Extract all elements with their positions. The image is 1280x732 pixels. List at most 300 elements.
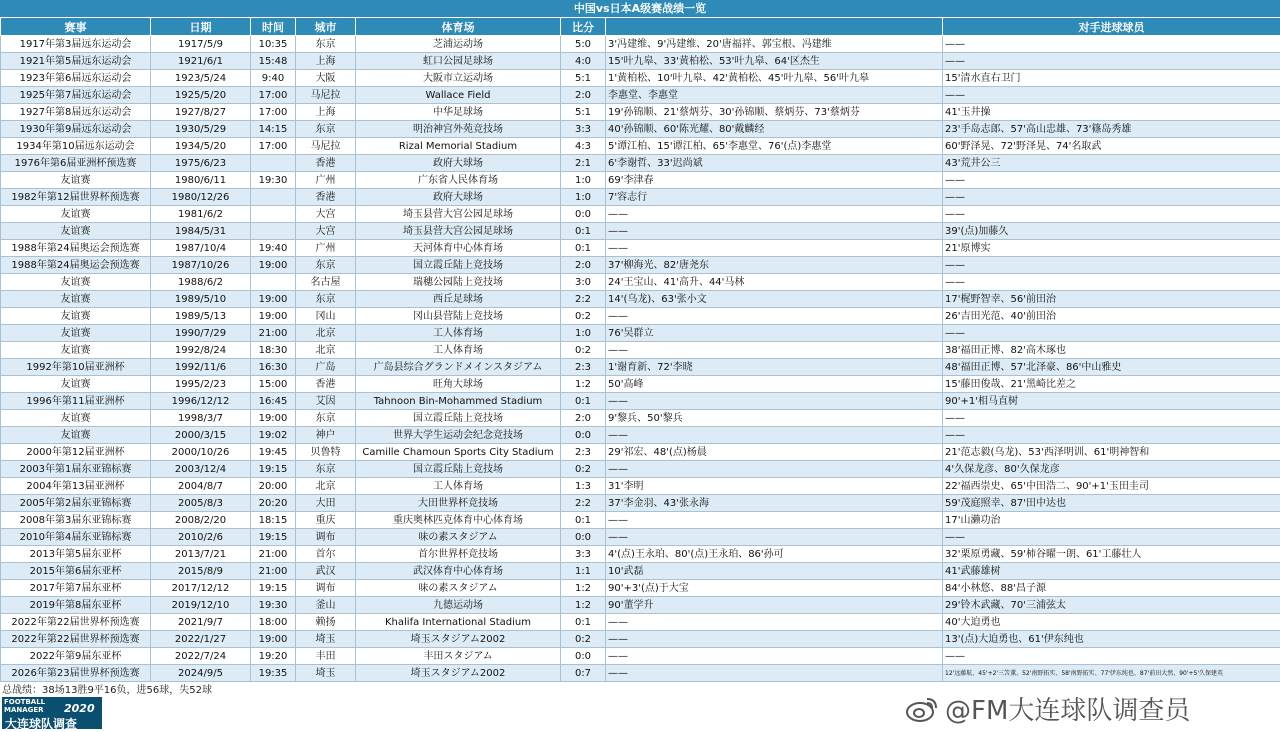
cell-stadium: 味の素スタジアム xyxy=(356,529,561,546)
cell-city: 东京 xyxy=(296,121,356,138)
cell-date: 1923/5/24 xyxy=(151,70,251,87)
cell-competition: 2008年第3届东亚锦标赛 xyxy=(1,512,151,529)
cell-score: 2:3 xyxy=(561,359,606,376)
cell-competition: 友谊赛 xyxy=(1,274,151,291)
cell-stadium: 大阪市立运动场 xyxy=(356,70,561,87)
cell-stadium: Wallace Field xyxy=(356,87,561,104)
col-header-city: 城市 xyxy=(296,18,356,36)
cell-time: 14:15 xyxy=(251,121,296,138)
cell-city: 东京 xyxy=(296,410,356,427)
cell-date: 1987/10/4 xyxy=(151,240,251,257)
table-row xyxy=(1,257,1280,274)
logo-year: 2020 xyxy=(64,702,95,715)
cell-city: 名古屋 xyxy=(296,274,356,291)
cell-score: 1:0 xyxy=(561,325,606,342)
cell-china-scorers: 31'李明 xyxy=(606,478,943,495)
table-row xyxy=(1,87,1280,104)
cell-china-scorers: —— xyxy=(606,308,943,325)
table-row xyxy=(1,359,1280,376)
cell-competition: 友谊赛 xyxy=(1,342,151,359)
table-row xyxy=(1,665,1280,682)
table-row xyxy=(1,325,1280,342)
cell-china-scorers: —— xyxy=(606,648,943,665)
cell-city: 埼玉 xyxy=(296,665,356,682)
cell-score: 0:0 xyxy=(561,529,606,546)
cell-time: 19:00 xyxy=(251,631,296,648)
cell-time: 18:15 xyxy=(251,512,296,529)
cell-opponent-scorers: —— xyxy=(943,87,1280,104)
cell-date: 1990/7/29 xyxy=(151,325,251,342)
cell-china-scorers: 76'吴群立 xyxy=(606,325,943,342)
cell-city: 赖扬 xyxy=(296,614,356,631)
cell-stadium: 旺角大球场 xyxy=(356,376,561,393)
cell-city: 广州 xyxy=(296,172,356,189)
cell-china-scorers: 4'(点)王永珀、80'(点)王永珀、86'孙可 xyxy=(606,546,943,563)
table-row xyxy=(1,121,1280,138)
cell-competition: 友谊赛 xyxy=(1,427,151,444)
cell-city: 埼玉 xyxy=(296,631,356,648)
cell-opponent-scorers: 32'栗原勇藏、59'柿谷曜一朗、61'工藤壮人 xyxy=(943,546,1280,563)
cell-competition: 1917年第3届远东运动会 xyxy=(1,36,151,53)
cell-china-scorers: 3'冯建维、9'冯建维、20'唐福祥、郭宝根、冯建维 xyxy=(606,36,943,53)
cell-score: 0:0 xyxy=(561,206,606,223)
cell-score: 1:0 xyxy=(561,172,606,189)
cell-stadium: 九德运动场 xyxy=(356,597,561,614)
cell-city: 首尔 xyxy=(296,546,356,563)
cell-opponent-scorers: 17'山濑功治 xyxy=(943,512,1280,529)
cell-score: 1:2 xyxy=(561,597,606,614)
col-header-time: 时间 xyxy=(251,18,296,36)
table-row xyxy=(1,206,1280,223)
cell-score: 5:1 xyxy=(561,70,606,87)
cell-competition: 2026年第23届世界杯预选赛 xyxy=(1,665,151,682)
table-row xyxy=(1,53,1280,70)
cell-time: 15:48 xyxy=(251,53,296,70)
cell-date: 2017/12/12 xyxy=(151,580,251,597)
logo-line2: 大连球队调查 xyxy=(5,715,77,732)
cell-stadium: 埼玉县营大宫公园足球场 xyxy=(356,223,561,240)
cell-city: 大宫 xyxy=(296,206,356,223)
cell-city: 调布 xyxy=(296,529,356,546)
cell-competition: 1927年第8届远东运动会 xyxy=(1,104,151,121)
cell-score: 0:2 xyxy=(561,461,606,478)
table-row xyxy=(1,580,1280,597)
cell-stadium: 首尔世界杯竞技场 xyxy=(356,546,561,563)
cell-competition: 2017年第7届东亚杯 xyxy=(1,580,151,597)
table-row xyxy=(1,648,1280,665)
table-row xyxy=(1,223,1280,240)
cell-score: 1:1 xyxy=(561,563,606,580)
cell-city: 艾因 xyxy=(296,393,356,410)
cell-city: 冈山 xyxy=(296,308,356,325)
cell-stadium: 武汉体育中心体育场 xyxy=(356,563,561,580)
cell-date: 2013/7/21 xyxy=(151,546,251,563)
table-header-row xyxy=(1,18,1280,36)
cell-competition: 2005年第2届东亚锦标赛 xyxy=(1,495,151,512)
col-header-date: 日期 xyxy=(151,18,251,36)
cell-date: 2022/7/24 xyxy=(151,648,251,665)
table-row xyxy=(1,546,1280,563)
cell-score: 2:0 xyxy=(561,410,606,427)
cell-stadium: 国立霞丘陆上竞技场 xyxy=(356,257,561,274)
table-row xyxy=(1,342,1280,359)
cell-competition: 2013年第5届东亚杯 xyxy=(1,546,151,563)
cell-score: 3:3 xyxy=(561,546,606,563)
cell-china-scorers: —— xyxy=(606,529,943,546)
cell-score: 1:2 xyxy=(561,376,606,393)
cell-date: 1917/5/9 xyxy=(151,36,251,53)
cell-opponent-scorers: 48'福田正博、57'北泽豪、86'中山雅史 xyxy=(943,359,1280,376)
cell-opponent-scorers: —— xyxy=(943,36,1280,53)
cell-date: 2005/8/3 xyxy=(151,495,251,512)
cell-china-scorers: 29'祁宏、48'(点)杨晨 xyxy=(606,444,943,461)
table-row xyxy=(1,478,1280,495)
cell-china-scorers: 37'柳海光、82'唐尧东 xyxy=(606,257,943,274)
cell-china-scorers: 90'董学升 xyxy=(606,597,943,614)
cell-stadium: 埼玉スタジアム2002 xyxy=(356,665,561,682)
cell-stadium: 中华足球场 xyxy=(356,104,561,121)
col-header-score: 比分 xyxy=(561,18,606,36)
cell-date: 2000/3/15 xyxy=(151,427,251,444)
cell-china-scorers: 50'高峰 xyxy=(606,376,943,393)
cell-score: 2:0 xyxy=(561,87,606,104)
cell-date: 1998/3/7 xyxy=(151,410,251,427)
cell-time: 19:00 xyxy=(251,257,296,274)
cell-opponent-scorers: —— xyxy=(943,410,1280,427)
summary-text: 总战绩：38场13胜9平16负，进56球，失52球 xyxy=(2,681,212,696)
table-row xyxy=(1,410,1280,427)
fm-logo xyxy=(2,697,102,729)
cell-time: 18:00 xyxy=(251,614,296,631)
cell-date: 1980/6/11 xyxy=(151,172,251,189)
cell-score: 0:2 xyxy=(561,342,606,359)
cell-competition: 2000年第12届亚洲杯 xyxy=(1,444,151,461)
cell-opponent-scorers: 13'(点)大迫勇也、61'伊东纯也 xyxy=(943,631,1280,648)
cell-city: 东京 xyxy=(296,291,356,308)
cell-stadium: 天河体育中心体育场 xyxy=(356,240,561,257)
cell-score: 5:0 xyxy=(561,36,606,53)
cell-score: 2:2 xyxy=(561,495,606,512)
watermark-text: @FM大连球队调查员 xyxy=(945,690,1190,727)
cell-date: 1984/5/31 xyxy=(151,223,251,240)
cell-date: 2003/12/4 xyxy=(151,461,251,478)
cell-date: 1995/2/23 xyxy=(151,376,251,393)
cell-time: 19:30 xyxy=(251,597,296,614)
col-header-opponent-scorers: 对手进球球员 xyxy=(943,18,1280,36)
cell-competition: 友谊赛 xyxy=(1,223,151,240)
cell-city: 上海 xyxy=(296,104,356,121)
cell-china-scorers: —— xyxy=(606,427,943,444)
cell-stadium: 工人体育场 xyxy=(356,325,561,342)
cell-china-scorers: —— xyxy=(606,393,943,410)
cell-competition: 1934年第10届远东运动会 xyxy=(1,138,151,155)
cell-city: 东京 xyxy=(296,461,356,478)
col-header-china-scorers xyxy=(606,18,943,36)
cell-time xyxy=(251,223,296,240)
cell-china-scorers: 1'谢育新、72'李晓 xyxy=(606,359,943,376)
cell-competition: 1925年第7届远东运动会 xyxy=(1,87,151,104)
table-row xyxy=(1,240,1280,257)
cell-stadium: 政府大球场 xyxy=(356,155,561,172)
cell-competition: 1996年第11届亚洲杯 xyxy=(1,393,151,410)
cell-score: 0:0 xyxy=(561,648,606,665)
cell-stadium: 味の素スタジアム xyxy=(356,580,561,597)
cell-city: 广州 xyxy=(296,240,356,257)
cell-china-scorers: 40'孙锦顺、60'陈光耀、80'戴麟经 xyxy=(606,121,943,138)
cell-competition: 友谊赛 xyxy=(1,291,151,308)
cell-city: 北京 xyxy=(296,342,356,359)
table-row xyxy=(1,393,1280,410)
cell-competition: 1982年第12届世界杯预选赛 xyxy=(1,189,151,206)
cell-competition: 1921年第5届远东运动会 xyxy=(1,53,151,70)
cell-china-scorers: —— xyxy=(606,223,943,240)
cell-time: 19:00 xyxy=(251,308,296,325)
cell-date: 1981/6/2 xyxy=(151,206,251,223)
cell-opponent-scorers: 4'久保龙彦、80'久保龙彦 xyxy=(943,461,1280,478)
cell-score: 5:1 xyxy=(561,104,606,121)
cell-opponent-scorers: —— xyxy=(943,648,1280,665)
cell-china-scorers: 1'黄柏松、10'叶九皋、42'黄柏松、45'叶九皋、56'叶九皋 xyxy=(606,70,943,87)
cell-opponent-scorers: —— xyxy=(943,325,1280,342)
cell-city: 大宫 xyxy=(296,223,356,240)
table-row xyxy=(1,308,1280,325)
cell-city: 釜山 xyxy=(296,597,356,614)
cell-city: 大阪 xyxy=(296,70,356,87)
cell-date: 1975/6/23 xyxy=(151,155,251,172)
cell-china-scorers: 15'叶九皋、33'黄柏松、53'叶九皋、64'区杰生 xyxy=(606,53,943,70)
cell-score: 3:3 xyxy=(561,121,606,138)
cell-time: 17:00 xyxy=(251,104,296,121)
cell-city: 神户 xyxy=(296,427,356,444)
cell-time: 19:15 xyxy=(251,461,296,478)
cell-opponent-scorers: —— xyxy=(943,257,1280,274)
cell-time xyxy=(251,206,296,223)
cell-stadium: Khalifa International Stadium xyxy=(356,614,561,631)
cell-competition: 1988年第24届奥运会预选赛 xyxy=(1,257,151,274)
cell-china-scorers: —— xyxy=(606,512,943,529)
cell-china-scorers: 24'王宝山、41'高升、44'马林 xyxy=(606,274,943,291)
cell-time: 19:30 xyxy=(251,172,296,189)
cell-score: 4:3 xyxy=(561,138,606,155)
cell-competition: 2022年第22届世界杯预选赛 xyxy=(1,614,151,631)
cell-city: 调布 xyxy=(296,580,356,597)
cell-competition: 2019年第8届东亚杯 xyxy=(1,597,151,614)
table-row xyxy=(1,291,1280,308)
cell-time: 19:15 xyxy=(251,580,296,597)
cell-time: 21:00 xyxy=(251,325,296,342)
cell-opponent-scorers: —— xyxy=(943,529,1280,546)
table-row xyxy=(1,376,1280,393)
cell-stadium: Camille Chamoun Sports City Stadium xyxy=(356,444,561,461)
table-row xyxy=(1,563,1280,580)
cell-opponent-scorers: 59'茂庭照幸、87'田中达也 xyxy=(943,495,1280,512)
cell-opponent-scorers: 12'远藤航、45'+2'三笘薰、52'南野拓实、58'南野拓实、77'伊东纯也、87'前田大然、90'+5'久保建英 xyxy=(943,665,1280,682)
cell-city: 北京 xyxy=(296,325,356,342)
cell-competition: 友谊赛 xyxy=(1,206,151,223)
cell-date: 2015/8/9 xyxy=(151,563,251,580)
cell-china-scorers: 7'容志行 xyxy=(606,189,943,206)
cell-competition: 2022年第22届世界杯预选赛 xyxy=(1,631,151,648)
table-row xyxy=(1,461,1280,478)
cell-time: 21:00 xyxy=(251,563,296,580)
cell-score: 0:1 xyxy=(561,393,606,410)
cell-competition: 友谊赛 xyxy=(1,308,151,325)
cell-score: 0:1 xyxy=(561,240,606,257)
cell-city: 上海 xyxy=(296,53,356,70)
cell-stadium: 虹口公园足球场 xyxy=(356,53,561,70)
table-row xyxy=(1,631,1280,648)
cell-time: 19:02 xyxy=(251,427,296,444)
cell-china-scorers: —— xyxy=(606,240,943,257)
cell-time: 17:00 xyxy=(251,87,296,104)
cell-china-scorers: 14'(乌龙)、63'张小文 xyxy=(606,291,943,308)
cell-opponent-scorers: 60'野泽晃、72'野泽晃、74'名取武 xyxy=(943,138,1280,155)
cell-date: 2022/1/27 xyxy=(151,631,251,648)
cell-time: 15:00 xyxy=(251,376,296,393)
weibo-icon xyxy=(905,696,939,722)
cell-stadium: 工人体育场 xyxy=(356,478,561,495)
cell-china-scorers: —— xyxy=(606,342,943,359)
cell-city: 广岛 xyxy=(296,359,356,376)
cell-city: 丰田 xyxy=(296,648,356,665)
cell-competition: 友谊赛 xyxy=(1,410,151,427)
cell-opponent-scorers: 22'福西崇史、65'中田浩二、90'+1'玉田圭司 xyxy=(943,478,1280,495)
cell-score: 1:2 xyxy=(561,580,606,597)
cell-china-scorers: 9'黎兵、50'黎兵 xyxy=(606,410,943,427)
cell-city: 东京 xyxy=(296,257,356,274)
cell-time: 19:15 xyxy=(251,529,296,546)
cell-opponent-scorers: 38'福田正博、82'高木琢也 xyxy=(943,342,1280,359)
table-row xyxy=(1,155,1280,172)
table-row xyxy=(1,172,1280,189)
cell-score: 0:1 xyxy=(561,512,606,529)
cell-opponent-scorers: —— xyxy=(943,206,1280,223)
cell-stadium: 大田世界杯竞技场 xyxy=(356,495,561,512)
cell-opponent-scorers: —— xyxy=(943,274,1280,291)
cell-city: 香港 xyxy=(296,189,356,206)
cell-china-scorers: —— xyxy=(606,631,943,648)
cell-city: 香港 xyxy=(296,155,356,172)
table-body xyxy=(1,36,1280,682)
cell-stadium: 西丘足球场 xyxy=(356,291,561,308)
cell-stadium: 政府大球场 xyxy=(356,189,561,206)
cell-date: 2008/2/20 xyxy=(151,512,251,529)
cell-competition: 友谊赛 xyxy=(1,172,151,189)
cell-city: 马尼拉 xyxy=(296,138,356,155)
table-row xyxy=(1,189,1280,206)
cell-china-scorers: —— xyxy=(606,461,943,478)
cell-time: 19:00 xyxy=(251,291,296,308)
cell-date: 1925/5/20 xyxy=(151,87,251,104)
results-table xyxy=(0,17,1280,682)
cell-stadium: 广东省人民体育场 xyxy=(356,172,561,189)
cell-date: 1992/11/6 xyxy=(151,359,251,376)
cell-opponent-scorers: 15'藤田俊哉、21'黑崎比差之 xyxy=(943,376,1280,393)
cell-time: 10:35 xyxy=(251,36,296,53)
cell-time: 18:30 xyxy=(251,342,296,359)
weibo-watermark xyxy=(905,690,1190,727)
cell-date: 2024/9/5 xyxy=(151,665,251,682)
cell-opponent-scorers: 26'吉田光范、40'前田治 xyxy=(943,308,1280,325)
cell-china-scorers: 90'+3'(点)于大宝 xyxy=(606,580,943,597)
cell-opponent-scorers: 40'大迫勇也 xyxy=(943,614,1280,631)
cell-time: 17:00 xyxy=(251,138,296,155)
cell-city: 重庆 xyxy=(296,512,356,529)
cell-competition: 1930年第9届远东运动会 xyxy=(1,121,151,138)
cell-time xyxy=(251,274,296,291)
cell-date: 1930/5/29 xyxy=(151,121,251,138)
cell-stadium: Rizal Memorial Stadium xyxy=(356,138,561,155)
cell-competition: 2004年第13届亚洲杯 xyxy=(1,478,151,495)
cell-stadium: 丰田スタジアム xyxy=(356,648,561,665)
cell-competition: 1976年第6届亚洲杯预选赛 xyxy=(1,155,151,172)
cell-opponent-scorers: 21'范志毅(乌龙)、53'西泽明训、61'明神智和 xyxy=(943,444,1280,461)
cell-score: 0:0 xyxy=(561,427,606,444)
cell-opponent-scorers: 15'清水直右卫门 xyxy=(943,70,1280,87)
cell-score: 2:2 xyxy=(561,291,606,308)
cell-stadium: 国立霞丘陆上竞技场 xyxy=(356,461,561,478)
cell-opponent-scorers: 43'荒井公三 xyxy=(943,155,1280,172)
table-row xyxy=(1,512,1280,529)
cell-time: 19:35 xyxy=(251,665,296,682)
cell-china-scorers: 李惠堂、李惠堂 xyxy=(606,87,943,104)
cell-score: 0:2 xyxy=(561,308,606,325)
cell-date: 1989/5/10 xyxy=(151,291,251,308)
cell-stadium: 世界大学生运动会纪念竞技场 xyxy=(356,427,561,444)
cell-time: 9:40 xyxy=(251,70,296,87)
cell-opponent-scorers: 41'玉井操 xyxy=(943,104,1280,121)
cell-date: 1988/6/2 xyxy=(151,274,251,291)
table-row xyxy=(1,529,1280,546)
cell-opponent-scorers: 21'原博实 xyxy=(943,240,1280,257)
cell-score: 2:3 xyxy=(561,444,606,461)
cell-china-scorers: 19'孙锦顺、21'蔡炳芬、30'孙锦顺、蔡炳芬、73'蔡炳芬 xyxy=(606,104,943,121)
cell-opponent-scorers: 84'小林悠、88'昌子源 xyxy=(943,580,1280,597)
cell-china-scorers: 37'李金羽、43'张永海 xyxy=(606,495,943,512)
table-row xyxy=(1,104,1280,121)
cell-stadium: 埼玉县营大宫公园足球场 xyxy=(356,206,561,223)
cell-date: 2021/9/7 xyxy=(151,614,251,631)
cell-competition: 1992年第10届亚洲杯 xyxy=(1,359,151,376)
table-row xyxy=(1,70,1280,87)
cell-score: 2:0 xyxy=(561,257,606,274)
table-row xyxy=(1,138,1280,155)
cell-city: 东京 xyxy=(296,36,356,53)
cell-stadium: 国立霞丘陆上竞技场 xyxy=(356,410,561,427)
cell-date: 1980/12/26 xyxy=(151,189,251,206)
cell-score: 4:0 xyxy=(561,53,606,70)
cell-stadium: 埼玉スタジアム2002 xyxy=(356,631,561,648)
cell-stadium: 广岛县综合グランドメインスタジアム xyxy=(356,359,561,376)
table-title: 中国vs日本A级赛战绩一览 xyxy=(0,0,1280,17)
cell-date: 2019/12/10 xyxy=(151,597,251,614)
cell-date: 1921/6/1 xyxy=(151,53,251,70)
cell-competition: 2015年第6届东亚杯 xyxy=(1,563,151,580)
cell-stadium: Tahnoon Bin-Mohammed Stadium xyxy=(356,393,561,410)
cell-china-scorers: —— xyxy=(606,614,943,631)
cell-competition: 1988年第24届奥运会预选赛 xyxy=(1,240,151,257)
cell-time: 20:20 xyxy=(251,495,296,512)
cell-stadium: 重庆奥林匹克体育中心体育场 xyxy=(356,512,561,529)
cell-score: 0:1 xyxy=(561,614,606,631)
cell-opponent-scorers: 41'武藤雄树 xyxy=(943,563,1280,580)
table-row xyxy=(1,597,1280,614)
cell-city: 贝鲁特 xyxy=(296,444,356,461)
cell-china-scorers: 5'谭江柏、15'谭江柏、65'李惠堂、76'(点)李惠堂 xyxy=(606,138,943,155)
table-row xyxy=(1,495,1280,512)
cell-score: 0:1 xyxy=(561,223,606,240)
cell-china-scorers: 10'武磊 xyxy=(606,563,943,580)
